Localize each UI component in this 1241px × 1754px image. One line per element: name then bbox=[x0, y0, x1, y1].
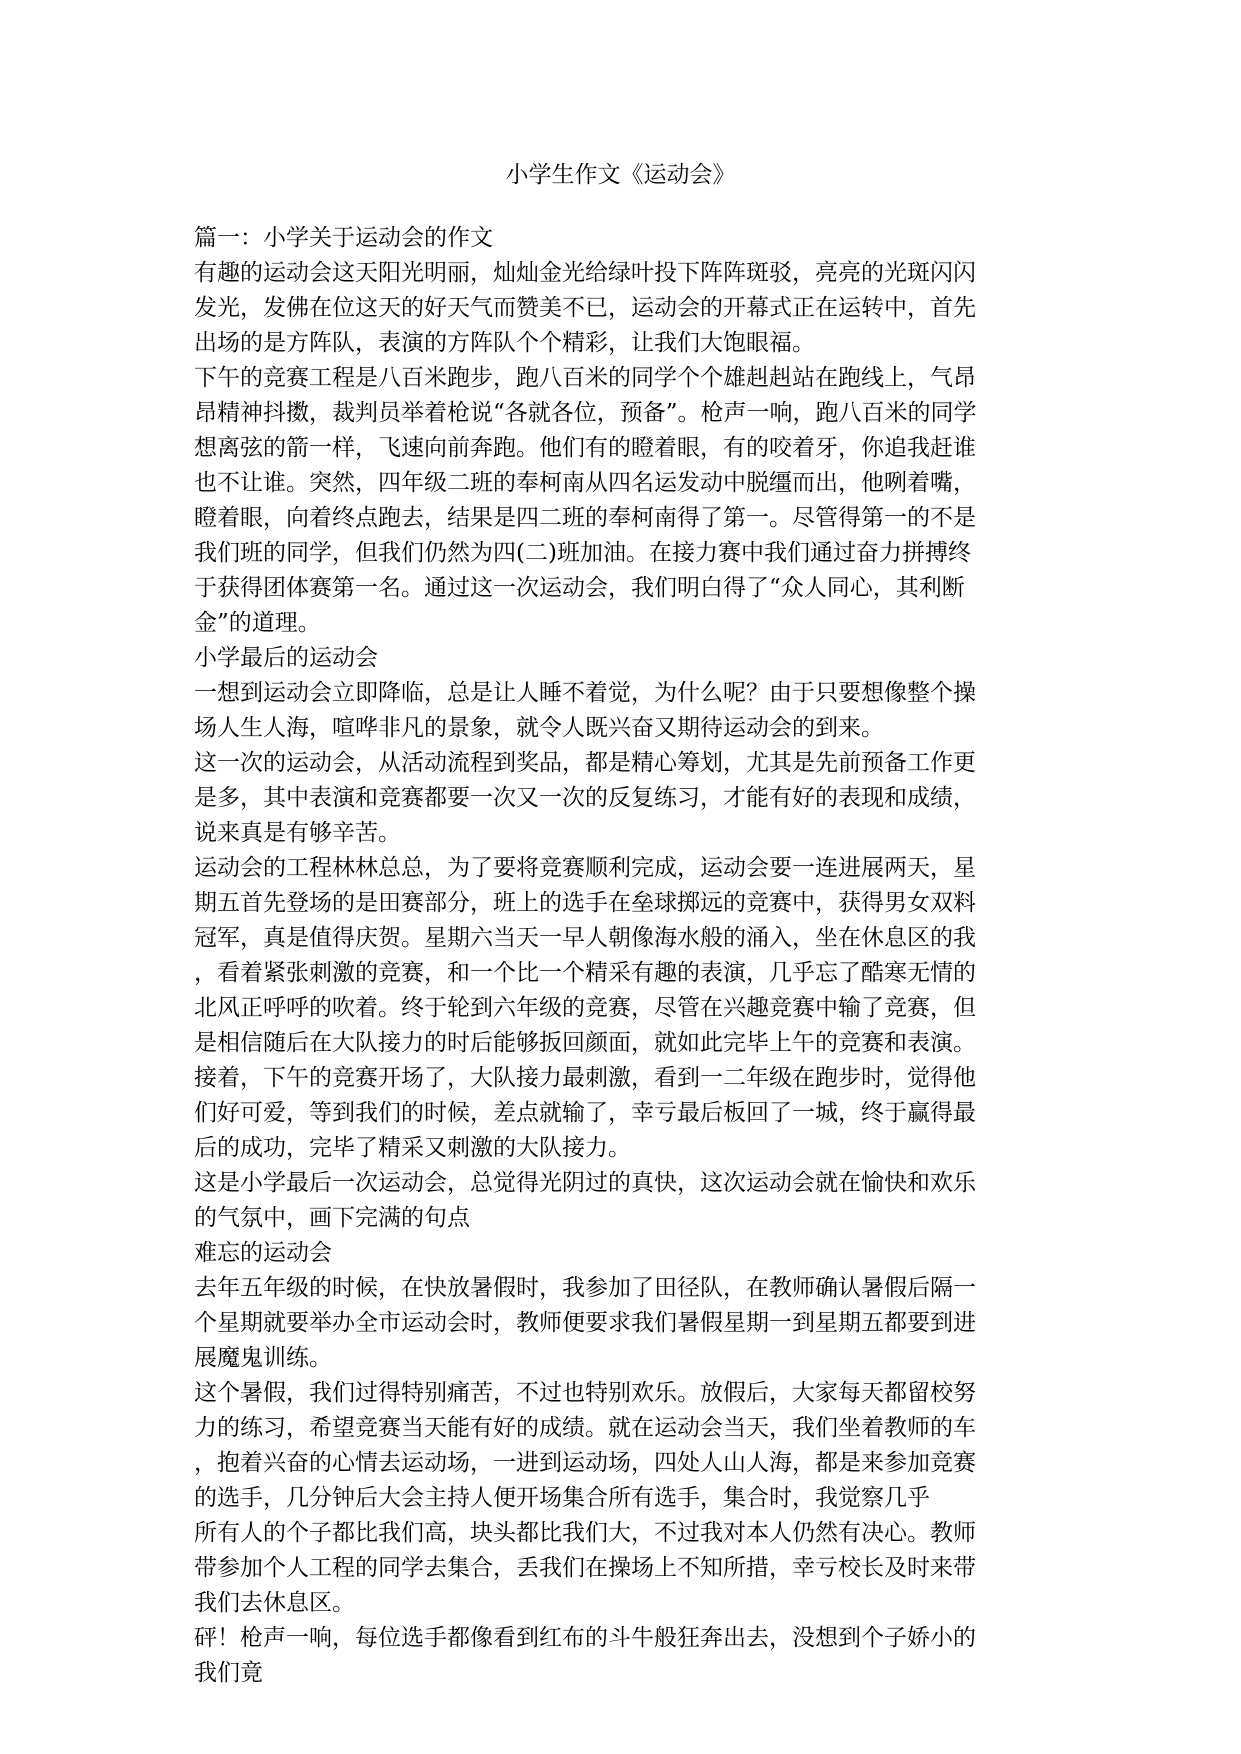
text-line: ，看着紧张刺激的竞赛，和一个比一个精采有趣的表演，几乎忘了酷寒无情的 bbox=[194, 960, 976, 986]
text-line: 难忘的运动会 bbox=[194, 1240, 332, 1266]
text-line: 的选手，几分钟后大会主持人便开场集合所有选手，集合时，我觉察几乎 bbox=[194, 1485, 930, 1511]
text-line: 金”的道理。 bbox=[194, 610, 321, 636]
text-line: 说来真是有够辛苦。 bbox=[194, 820, 401, 846]
text-line: 也不让谁。突然，四年级二班的奉柯南从四名运发动中脱缰而出，他咧着嘴， bbox=[194, 470, 976, 496]
text-line: 们好可爱，等到我们的时候，差点就输了，幸亏最后板回了一城，终于赢得最 bbox=[194, 1100, 976, 1126]
text-line: 场人生人海，喧哗非凡的景象，就令人既兴奋又期待运动会的到来。 bbox=[194, 715, 884, 741]
text-line: 下午的竞赛工程是八百米跑步，跑八百米的同学个个雄赳赳站在跑线上，气昂 bbox=[194, 365, 976, 391]
text-line: 是相信随后在大队接力的时后能够扳回颜面，就如此完毕上午的竞赛和表演。 bbox=[194, 1030, 976, 1056]
text-line: 想离弦的箭一样，飞速向前奔跑。他们有的瞪着眼，有的咬着牙，你追我赶谁 bbox=[194, 435, 976, 461]
text-line: 的气氛中，画下完满的句点 bbox=[194, 1205, 470, 1231]
text-line: 于获得团体赛第一名。通过这一次运动会，我们明白得了“众人同心，其利断 bbox=[194, 575, 965, 601]
text-line: 期五首先登场的是田赛部分，班上的选手在垒球掷远的竞赛中，获得男女双料 bbox=[194, 890, 976, 916]
text-line: 这个暑假，我们过得特别痛苦，不过也特别欢乐。放假后，大家每天都留校努 bbox=[194, 1380, 976, 1406]
text-line: 接着，下午的竞赛开场了，大队接力最刺激，看到一二年级在跑步时，觉得他 bbox=[194, 1065, 976, 1091]
text-line: 后的成功，完毕了精采又刺激的大队接力。 bbox=[194, 1135, 631, 1161]
text-line: ，抱着兴奋的心情去运动场，一进到运动场，四处人山人海，都是来参加竞赛 bbox=[194, 1450, 976, 1476]
text-line: 是多，其中表演和竞赛都要一次又一次的反复练习，才能有好的表现和成绩， bbox=[194, 785, 976, 811]
text-line: 一想到运动会立即降临，总是让人睡不着觉，为什么呢？由于只要想像整个操 bbox=[194, 680, 976, 706]
text-line: 冠军，真是值得庆贺。星期六当天一早人朝像海水般的涌入，坐在休息区的我 bbox=[194, 925, 976, 951]
text-line: 出场的是方阵队，表演的方阵队个个精彩，让我们大饱眼福。 bbox=[194, 330, 815, 356]
text-line: 篇一：小学关于运动会的作文 bbox=[194, 225, 493, 251]
text-line: 北风正呼呼的吹着。终于轮到六年级的竞赛，尽管在兴趣竞赛中输了竞赛，但 bbox=[194, 995, 976, 1021]
text-line: 昂精神抖擞，裁判员举着枪说“各就各位，预备”。枪声一响，跑八百米的同学 bbox=[194, 400, 977, 426]
text-line: 这一次的运动会，从活动流程到奖品，都是精心筹划，尤其是先前预备工作更 bbox=[194, 750, 976, 776]
text-line: 有趣的运动会这天阳光明丽，灿灿金光给绿叶投下阵阵斑驳，亮亮的光斑闪闪 bbox=[194, 260, 976, 286]
text-line: 个星期就要举办全市运动会时，教师便要求我们暑假星期一到星期五都要到进 bbox=[194, 1310, 976, 1336]
text-line: 小学最后的运动会 bbox=[194, 645, 378, 671]
document-title: 小学生作文《运动会》 bbox=[505, 162, 736, 188]
text-line: 瞪着眼，向着终点跑去，结果是四二班的奉柯南得了第一。尽管得第一的不是 bbox=[194, 505, 976, 531]
text-line: 运动会的工程林林总总，为了要将竞赛顺利完成，运动会要一连进展两天，星 bbox=[194, 855, 976, 881]
text-line: 发光，发佛在位这天的好天气而赞美不已，运动会的开幕式正在运转中，首先 bbox=[194, 295, 976, 321]
text-line: 我们班的同学，但我们仍然为四(二)班加油。在接力赛中我们通过奋力拼搏终 bbox=[194, 540, 971, 566]
document-body bbox=[194, 221, 1054, 1691]
text-line: 这是小学最后一次运动会，总觉得光阴过的真快，这次运动会就在愉快和欢乐 bbox=[194, 1170, 976, 1196]
text-line: 力的练习，希望竞赛当天能有好的成绩。就在运动会当天，我们坐着教师的车 bbox=[194, 1415, 976, 1441]
text-line: 我们竟 bbox=[194, 1660, 263, 1686]
text-line: 带参加个人工程的同学去集合，丢我们在操场上不知所措，幸亏校长及时来带 bbox=[194, 1555, 976, 1581]
text-line: 我们去休息区。 bbox=[194, 1590, 355, 1616]
text-line: 展魔鬼训练。 bbox=[194, 1345, 332, 1371]
text-line: 砰！枪声一响，每位选手都像看到红布的斗牛般狂奔出去，没想到个子娇小的 bbox=[194, 1625, 976, 1651]
text-line: 所有人的个子都比我们高，块头都比我们大，不过我对本人仍然有决心。教师 bbox=[194, 1520, 976, 1546]
text-line: 去年五年级的时候，在快放暑假时，我参加了田径队，在教师确认暑假后隔一 bbox=[194, 1275, 976, 1301]
